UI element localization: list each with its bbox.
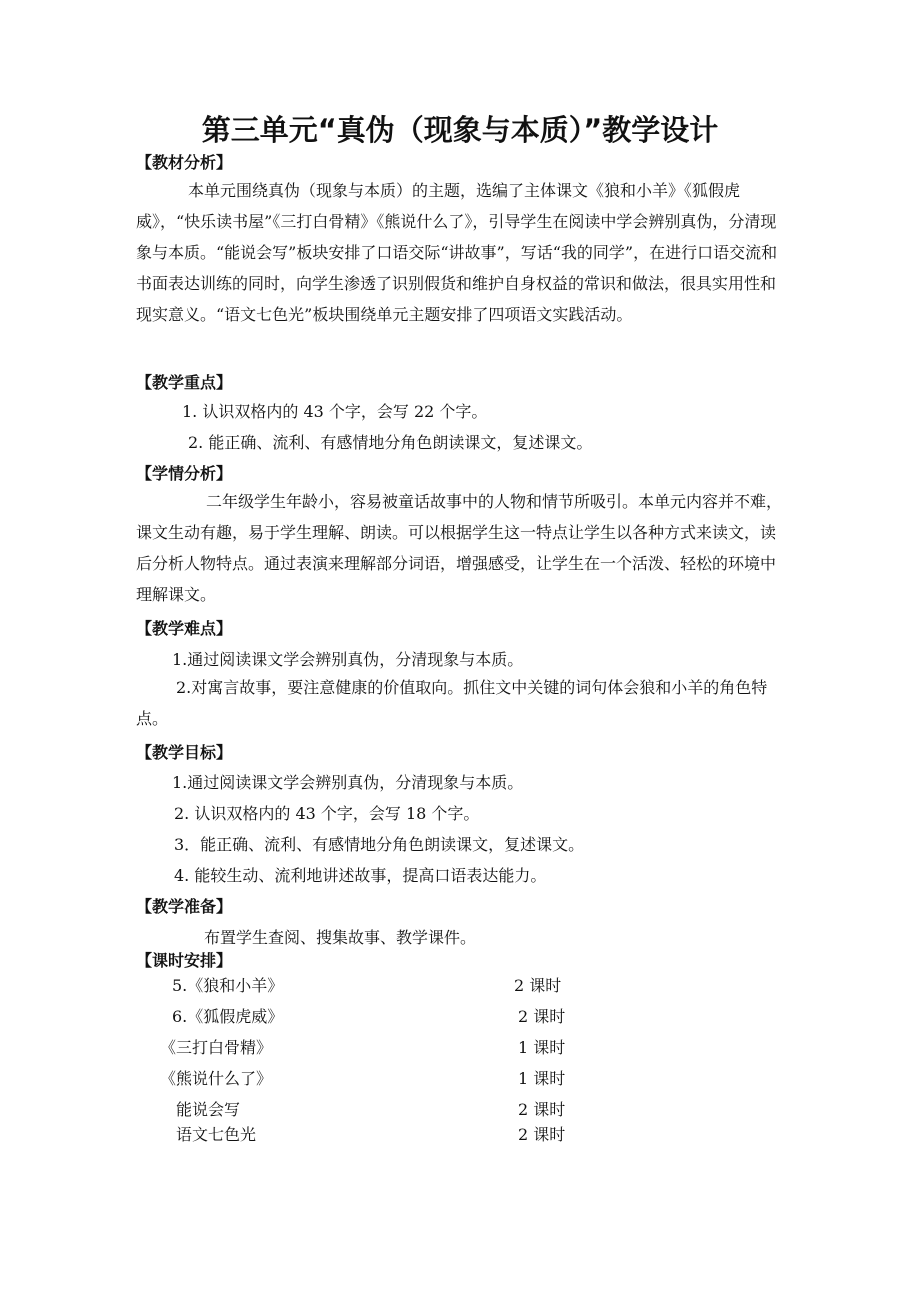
goals-item-4: 4. 能较生动、流利地讲述故事，提高口语表达能力。: [174, 866, 547, 885]
schedule-row-hours: 2 课时: [514, 976, 562, 995]
prep-text: 布置学生查阅、搜集故事、教学课件。: [204, 928, 477, 947]
goals-item-2: 2. 认识双格内的 43 个字，会写 18 个字。: [174, 804, 480, 823]
schedule-row-hours: 1 课时: [518, 1069, 566, 1088]
schedule-row-hours: 2 课时: [518, 1007, 566, 1026]
difficulty-item-1: 1.通过阅读课文学会辨别真伪，分清现象与本质。: [172, 650, 524, 669]
section-heading-prep: 【教学准备】: [136, 897, 233, 916]
schedule-row-name: 能说会写: [176, 1100, 241, 1119]
schedule-row-name: 6.《狐假虎威》: [172, 1007, 284, 1026]
focus-item-2: 2. 能正确、流利、有感情地分角色朗读课文，复述课文。: [188, 433, 593, 452]
section-heading-material: 【教材分析】: [136, 153, 233, 172]
goals-item-3: 3．能正确、流利、有感情地分角色朗读课文，复述课文。: [174, 835, 585, 854]
focus-item-1: 1. 认识双格内的 43 个字，会写 22 个字。: [182, 402, 488, 421]
section-heading-goals: 【教学目标】: [136, 743, 233, 762]
schedule-row-name: 《三打白骨精》: [160, 1038, 273, 1057]
section-heading-schedule: 【课时安排】: [136, 951, 233, 970]
schedule-row-hours: 1 课时: [518, 1038, 566, 1057]
section-heading-difficulty: 【教学难点】: [136, 619, 233, 638]
goals-item-1: 1.通过阅读课文学会辨别真伪，分清现象与本质。: [172, 773, 524, 792]
students-paragraph: 二年级学生年龄小，容易被童话故事中的人物和情节所吸引。本单元内容并不难，课文生动有趣，易于学生理解、朗读。可以根据学生这一特点让学生以各种方式来读文，读后分析人物特点。通过表演来理解部分词语，增强感受，让学生在一个活泼、轻松的环境中理解课文。: [136, 492, 783, 604]
page-title: 第三单元“真伪（现象与本质）”教学设计: [201, 113, 719, 147]
difficulty-item-2: 2.对寓言故事，要注意健康的价值取向。抓住文中关键的词句体会狼和小羊的角色特点。: [136, 678, 768, 728]
section-heading-focus: 【教学重点】: [136, 373, 233, 392]
material-paragraph: 本单元围绕真伪（现象与本质）的主题，选编了主体课文《狼和小羊》《狐假虎威》，“快乐读书屋”《三打白骨精》《熊说什么了》，引导学生在阅读中学会辨别真伪，分清现象与本质。“能说会写”板块安排了口语交际“讲故事”，写话“我的同学”，在进行口语交流和书面表达训练的同时，向学生渗透了识别假货和维护自身权益的常识和做法，很具实用性和现实意义。“语文七色光”板块围绕单元主题安排了四项语文实践活动。: [136, 181, 778, 324]
schedule-row-name: 语文七色光: [176, 1125, 257, 1144]
schedule-row-hours: 2 课时: [518, 1125, 566, 1144]
schedule-row-hours: 2 课时: [518, 1100, 566, 1119]
schedule-row-name: 《熊说什么了》: [160, 1069, 273, 1088]
schedule-row-name: 5.《狼和小羊》: [172, 976, 284, 995]
section-heading-students: 【学情分析】: [136, 464, 233, 483]
